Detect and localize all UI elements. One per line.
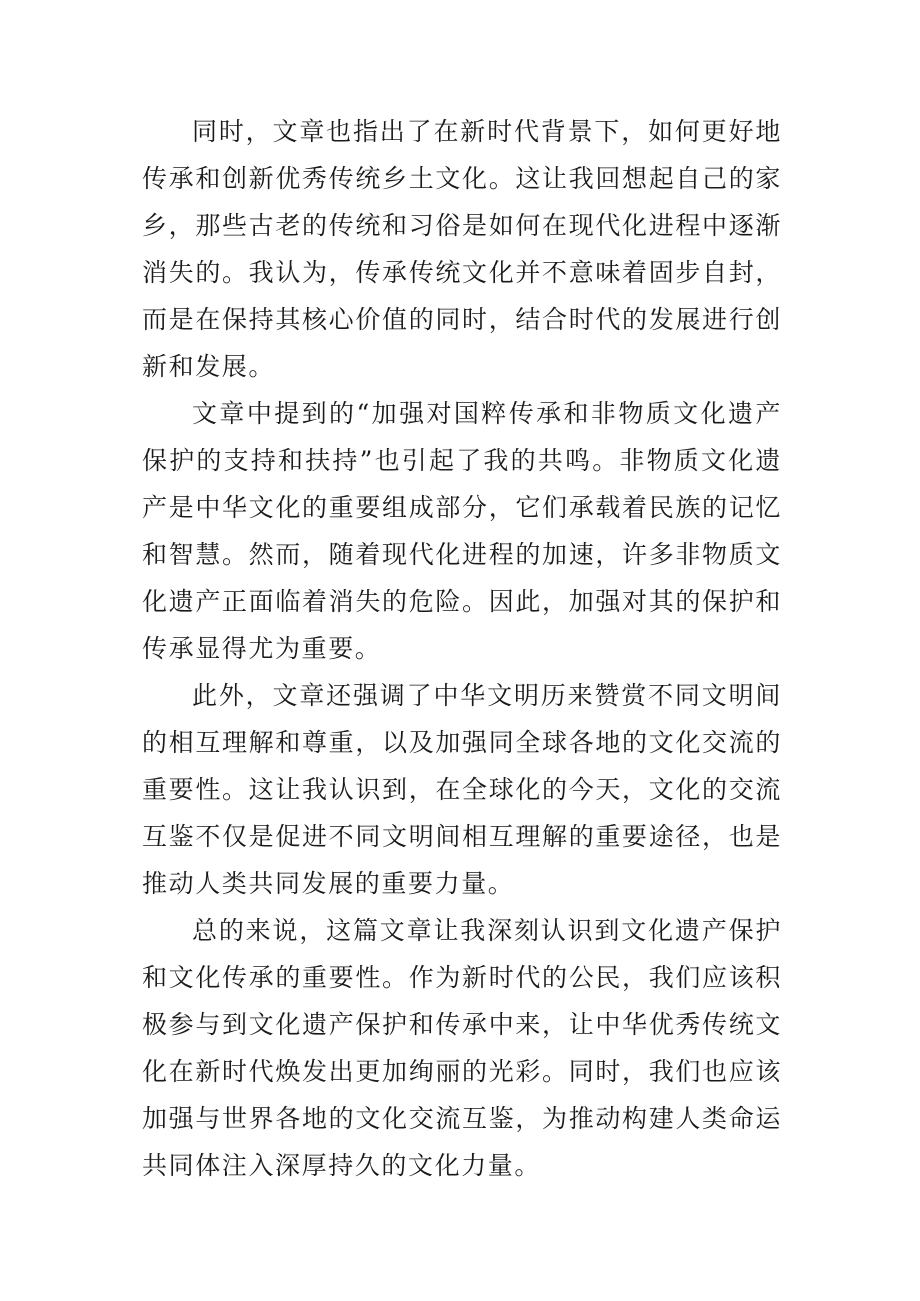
paragraph-tradition-innovation: 同时，文章也指出了在新时代背景下，如何更好地传承和创新优秀传统乡土文化。这让我回想起自己的家乡，那些古老的传统和习俗是如何在现代化进程中逐渐消失的。我认为，传承传统文化并不意味着固步自封，而是在保持其核心价值的同时，结合时代的发展进行创新和发展。 — [142, 117, 782, 381]
paragraph-intangible-heritage: 文章中提到的“加强对国粹传承和非物质文化遗产保护的支持和扶持”也引起了我的共鸣。非物质文化遗产是中华文化的重要组成部分，它们承载着民族的记忆和智慧。然而，随着现代化进程的加速，许多非物质文化遗产正面临着消失的危险。因此，加强对其的保护和传承显得尤为重要。 — [142, 399, 782, 663]
paragraph-conclusion: 总的来说，这篇文章让我深刻认识到文化遗产保护和文化传承的重要性。作为新时代的公民，我们应该积极参与到文化遗产保护和传承中来，让中华优秀传统文化在新时代焕发出更加绚丽的光彩。同时，我们也应该加强与世界各地的文化交流互鉴，为推动构建人类命运共同体注入深厚持久的文化力量。 — [142, 916, 782, 1180]
paragraph-cultural-exchange: 此外，文章还强调了中华文明历来赞赏不同文明间的相互理解和尊重，以及加强同全球各地的文化交流的重要性。这让我认识到，在全球化的今天，文化的交流互鉴不仅是促进不同文明间相互理解的重要途径，也是推动人类共同发展的重要力量。 — [142, 681, 782, 898]
document-body — [142, 108, 782, 1189]
